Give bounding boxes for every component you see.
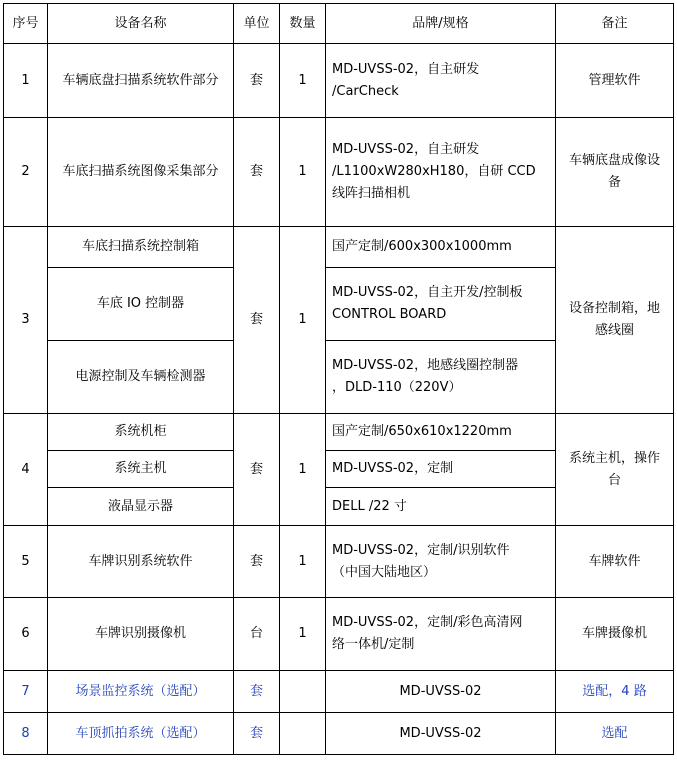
row-remark: 车牌软件: [556, 526, 674, 598]
row-name: 车顶抓拍系统（选配）: [48, 713, 234, 755]
row-qty: [280, 713, 326, 755]
row-qty: [280, 671, 326, 713]
sub-row-name: 电源控制及车辆检测器: [48, 341, 234, 414]
row-qty: 1: [280, 44, 326, 118]
sub-row-spec: DELL /22 寸: [326, 488, 556, 526]
remark-line: 台: [607, 472, 621, 488]
row-remark: 车牌摄像机: [556, 598, 674, 671]
row-name: 场景监控系统（选配）: [48, 671, 234, 713]
row-unit: 套: [234, 227, 280, 414]
row-spec: [326, 44, 556, 118]
sub-row-spec: 国产定制/600x300x1000mm: [326, 227, 556, 268]
remark-line: 备: [607, 175, 621, 190]
table-row: [4, 526, 674, 598]
row-name: 车辆底盘扫描系统软件部分: [48, 44, 234, 118]
header-name: 设备名称: [48, 4, 234, 44]
row-unit: 套: [234, 118, 280, 227]
spec-line: 络一体机/定制: [332, 637, 415, 652]
spec-line: MD-UVSS-02，自主研发: [332, 61, 480, 77]
spec-line: ，DLD-110（220V）: [332, 380, 462, 395]
row-no: 6: [4, 598, 48, 671]
sub-row-name: 系统主机: [48, 451, 234, 488]
row-spec: [326, 526, 556, 598]
sub-row-spec: [326, 341, 556, 414]
remark-line: 设备控制箱，地: [568, 301, 660, 316]
row-unit: 套: [234, 414, 280, 526]
row-unit: 套: [234, 713, 280, 755]
table-row: [4, 227, 674, 268]
row-qty: 1: [280, 227, 326, 414]
sub-row-spec: 国产定制/650x610x1220mm: [326, 414, 556, 451]
row-spec: MD-UVSS-02: [326, 713, 556, 755]
table-row: [4, 671, 674, 713]
sub-row-name: 车底 IO 控制器: [48, 268, 234, 341]
row-unit: 套: [234, 671, 280, 713]
remark-line: 系统主机，操作: [568, 450, 660, 466]
row-spec: [326, 598, 556, 671]
row-remark: 选配，4 路: [556, 671, 674, 713]
table-row: [4, 598, 674, 671]
header-row: [4, 4, 674, 44]
row-no: 1: [4, 44, 48, 118]
row-qty: 1: [280, 598, 326, 671]
row-unit: 套: [234, 526, 280, 598]
spec-line: /L1100xW280xH180，自研 CCD: [332, 164, 536, 179]
sub-row-name: 液晶显示器: [48, 488, 234, 526]
row-remark: [556, 118, 674, 227]
row-name: 车底扫描系统图像采集部分: [48, 118, 234, 227]
spec-line: CONTROL BOARD: [332, 307, 447, 322]
row-name: 车牌识别摄像机: [48, 598, 234, 671]
spec-line: MD-UVSS-02，定制/彩色高清网: [332, 615, 523, 630]
row-unit: 套: [234, 44, 280, 118]
row-no: 8: [4, 713, 48, 755]
remark-line: 车辆底盘成像设: [568, 153, 660, 168]
row-qty: 1: [280, 414, 326, 526]
spec-line: MD-UVSS-02，定制/识别软件: [332, 542, 510, 558]
row-remark: 选配: [556, 713, 674, 755]
spec-line: MD-UVSS-02，地感线圈控制器: [332, 358, 519, 373]
row-no: 5: [4, 526, 48, 598]
row-qty: 1: [280, 526, 326, 598]
equipment-table: [3, 3, 674, 755]
row-spec: [326, 118, 556, 227]
header-unit: 单位: [234, 4, 280, 44]
row-qty: 1: [280, 118, 326, 227]
row-name: 车牌识别系统软件: [48, 526, 234, 598]
row-no: 7: [4, 671, 48, 713]
spec-line: /CarCheck: [332, 83, 399, 99]
row-remark: 管理软件: [556, 44, 674, 118]
sub-row-spec: MD-UVSS-02，定制: [326, 451, 556, 488]
header-qty: 数量: [280, 4, 326, 44]
spec-line: 线阵扫描相机: [332, 186, 411, 201]
table-row: [4, 44, 674, 118]
sub-row-name: 系统机柜: [48, 414, 234, 451]
row-remark: [556, 227, 674, 414]
sub-row-spec: [326, 268, 556, 341]
row-spec: MD-UVSS-02: [326, 671, 556, 713]
sub-row-name: 车底扫描系统控制箱: [48, 227, 234, 268]
spec-line: MD-UVSS-02，自主开发/控制板: [332, 285, 523, 300]
header-no: 序号: [4, 4, 48, 44]
row-remark: [556, 414, 674, 526]
table-row: [4, 118, 674, 227]
row-no: 4: [4, 414, 48, 526]
table-row: [4, 713, 674, 755]
row-no: 2: [4, 118, 48, 227]
table-row: [4, 414, 674, 451]
spec-line: （中国大陆地区）: [332, 564, 437, 580]
row-no: 3: [4, 227, 48, 414]
remark-line: 感线圈: [594, 323, 634, 338]
header-remark: 备注: [556, 4, 674, 44]
spec-line: MD-UVSS-02，自主研发: [332, 142, 480, 157]
header-spec: 品牌/规格: [326, 4, 556, 44]
row-unit: 台: [234, 598, 280, 671]
